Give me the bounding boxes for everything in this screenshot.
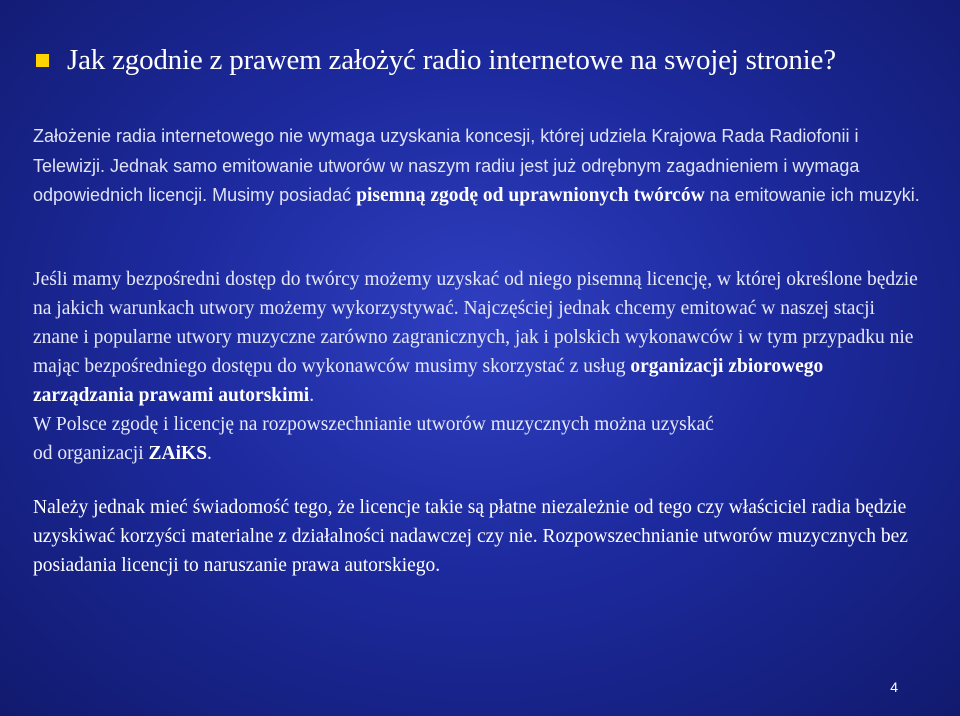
paragraph-licensing — [33, 265, 923, 468]
p2-text-2: . — [309, 385, 315, 406]
square-bullet-icon — [36, 54, 49, 67]
p2-text-5: . — [207, 443, 212, 464]
p2-text-3: W Polsce zgodę i licencję na rozpowszechnianie utworów muzycznych można uzyskać — [33, 414, 714, 435]
paragraph-fees: Należy jednak mieć świadomość tego, że licencje takie są płatne niezależnie od tego czy właściciel radia będzie uzyskiwać korzyści materialne z działalności nadawczej czy nie. Rozpowszechnianie utworów muzycznych bez posiadania licencji to naruszanie prawa autorskiego. — [33, 497, 908, 576]
p1-bold: pisemną zgodę od uprawnionych twórców — [356, 185, 705, 206]
p2-bold-zaiks: ZAiKS — [148, 443, 208, 464]
paragraph-concession — [33, 122, 923, 211]
p2-text-4: od organizacji — [33, 443, 149, 464]
p2-text-1: Jeśli mamy bezpośredni dostęp do twórcy możemy uzyskać od niego pisemną licencję, w której określone będzie na jakich warunkach utwory możemy wykorzystywać. Najczęściej jednak chcemy emitować w naszej stacji znane i popularne utwory muzyczne zarówno zagranicznych, jak i polskich wykonawców i w tym przypadku nie mając bezpośredniego dostępu do wykonawców musimy skorzystać z usług — [33, 269, 918, 377]
page-number: 4 — [890, 679, 898, 695]
title-row — [36, 44, 836, 77]
p2-bold-organization: organizacji zbiorowego zarządzania prawami autorskimi — [33, 356, 824, 406]
slide-title: Jak zgodnie z prawem założyć radio internetowe na swojej stronie? — [67, 44, 836, 76]
p1-text-1: Założenie radia internetowego nie wymaga uzyskania koncesji, której udziela Krajowa Rada Radiofonii i Telewizji. Jednak samo emitowanie utworów w naszym radiu jest już odrębnym zagadnieniem i wymaga odpowiednich licencji. Musimy posiadać — [33, 126, 860, 205]
p1-text-2: na emitowanie ich muzyki. — [704, 185, 920, 205]
